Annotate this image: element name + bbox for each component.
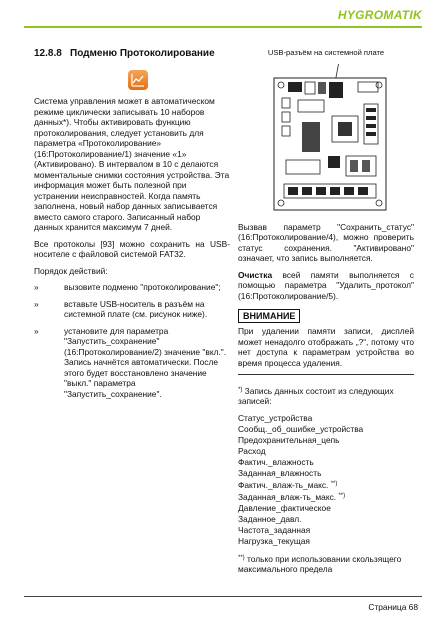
page-header: [0, 0, 446, 34]
hygromatik-logo: HYGROMATIK: [337, 8, 422, 22]
footer-rule: [24, 596, 422, 597]
record-name: Сообщ._об_ошибке_устройства: [238, 423, 364, 434]
list-item: [34, 282, 230, 293]
list-item: [238, 457, 414, 468]
list-item: [238, 446, 414, 457]
left-column: [34, 48, 230, 405]
step-text: вызовите подменю "протоколирование";: [64, 282, 221, 292]
usb-save-paragraph: Все протоколы [93] можно сохранить на USB-носителе с файловой системой FAT32.: [34, 238, 230, 259]
list-item: [238, 413, 414, 424]
list-item: [238, 536, 414, 547]
clear-bold-term: Очистка: [238, 269, 273, 280]
footnote-marker: **): [238, 554, 245, 561]
record-name: Расход: [238, 445, 266, 456]
record-name: Заданная_влаж-ть_макс.: [238, 491, 339, 502]
footnote-marker: *): [238, 386, 243, 393]
footnote-text: только при использовании скользящего максимального предела: [238, 553, 402, 575]
footnote-records-intro: [238, 385, 414, 407]
warning-text: При удалении памяти записи, дисплей может ненадолго отображать „?“, потому что нет доступа к параметрам устройства во время процесса удаления.: [238, 326, 414, 368]
list-item: [238, 435, 414, 446]
save-status-paragraph: Вызвав параметр "Сохранить_статус" (16:Протоколирование/4), можно проверить статус сохранения. "Активировано" означает, что запись выполняется.: [238, 221, 414, 263]
right-column: [238, 48, 414, 581]
footnote-marker: **): [338, 492, 346, 499]
record-name: Частота_заданная: [238, 524, 311, 535]
step-text: установите для параметра "Запустить_сохранение" (16:Протоколирование/2) значение "вкл.". Запись начнётся автоматически. После этого будет восстановлено значение "выкл." параметра "Запустить_сохранение".: [64, 325, 227, 399]
record-name: Заданное_давл.: [238, 513, 302, 524]
divider: [238, 374, 414, 375]
warning-label: ВНИМАНИЕ: [238, 309, 300, 323]
list-item: [238, 491, 414, 503]
list-item: [34, 299, 230, 320]
image-caption: USB-разъём на системной плате: [267, 48, 385, 57]
page-number: Страница 68: [368, 602, 418, 612]
line-chart-icon: [128, 70, 148, 90]
section-title-text: Подменю Протоколирование: [70, 48, 215, 59]
record-name: Заданная_влажность: [238, 467, 322, 478]
bullet-marker: »: [34, 325, 39, 336]
intro-paragraph: Система управления может в автоматическом режиме циклически записывать 10 наборов данных*). Чтобы активировать функцию протоколирования, следует установить для параметра «Протоколирование» (16:Протоколирование/1) значение «1» (Активировано). В интервалом в 10 с делаются моментальные снимки состояния устройства. Эта информация может быть полезной при устранении неисправностей. Когда память заполнена, новый набор данных записывается вместо самого старого. Записанный набор данных хранится максимум 7 дней.: [34, 96, 230, 232]
record-name: Предохранительная_цепь: [238, 434, 340, 445]
list-item: [238, 424, 414, 435]
record-name: Фактич._влаж-ть_макс.: [238, 479, 331, 490]
step-text: вставьте USB-носитель в разъём на системной плате (см. рисунок ниже).: [64, 298, 208, 319]
list-item: [238, 468, 414, 479]
footnote-text: Запись данных состоит из следующих записей:: [238, 385, 394, 407]
clear-memory-paragraph: [238, 270, 414, 302]
list-item: [238, 479, 414, 491]
section-title: [34, 48, 230, 60]
list-item: [238, 514, 414, 525]
clear-memory-text: всей памяти выполняется с помощью параметра "Удалить_протокол" (16:Протоколирование/5).: [238, 269, 414, 301]
list-item: [238, 503, 414, 514]
footnote-marker: **): [330, 480, 338, 487]
record-name: Фактич._влажность: [238, 456, 314, 467]
system-board-diagram: [272, 64, 390, 214]
record-name: Давление_фактическое: [238, 502, 331, 513]
procedure-label: Порядок действий:: [34, 265, 108, 276]
record-name: Нагрузка_текущая: [238, 535, 310, 546]
record-name: Статус_устройства: [238, 412, 313, 423]
system-board-figure: [272, 64, 390, 214]
bullet-marker: »: [34, 282, 39, 292]
footnote-sliding-max: [238, 553, 414, 575]
records-list: [238, 413, 414, 547]
procedure-steps: [34, 282, 230, 399]
header-rule: [24, 26, 422, 28]
section-number: 12.8.8: [34, 48, 62, 59]
list-item: [238, 525, 414, 536]
list-item: [34, 326, 230, 400]
bullet-marker: »: [34, 298, 39, 309]
